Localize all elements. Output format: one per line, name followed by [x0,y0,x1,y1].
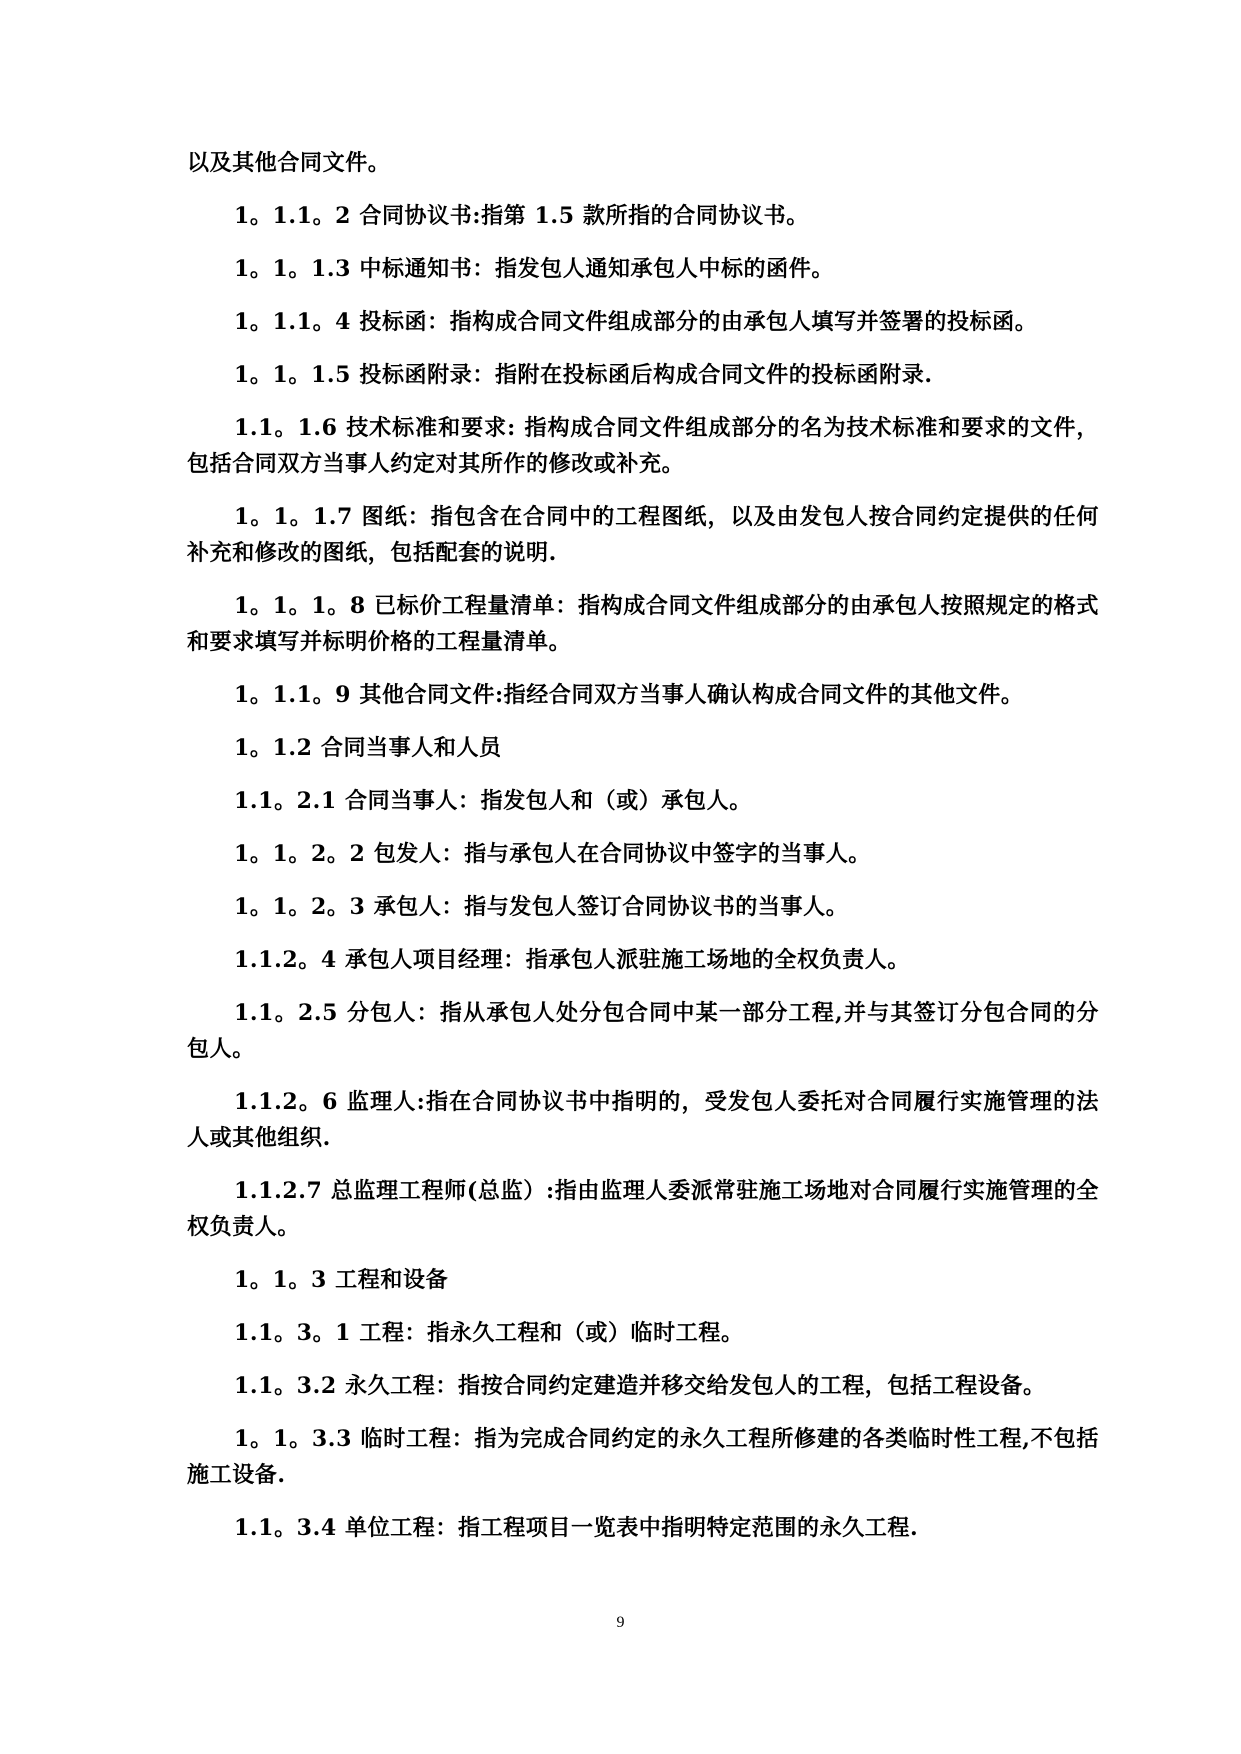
paragraph: 1。1。2。2 包发人：指与承包人在合同协议中签字的当事人。 [234,841,871,867]
paragraph: 1。1。2。3 承包人：指与发包人签订合同协议书的当事人。 [234,894,849,920]
paragraph: 1。1。1。8 已标价工程量清单：指构成合同文件组成部分的由承包人按照规定的格式和要求填写并标明价格的工程量清单。 [187,593,1099,655]
paragraph: 1.1。1.6 技术标准和要求: 指构成合同文件组成部分的名为技术标准和要求的文件，包括合同双方当事人约定对其所作的修改或补充。 [187,415,1099,477]
paragraph: 1。1。3.3 临时工程：指为完成合同约定的永久工程所修建的各类临时性工程,不包括施工设备. [187,1426,1099,1488]
paragraph: 1.1.2。4 承包人项目经理：指承包人派驻施工场地的全权负责人。 [234,947,911,973]
paragraph: 1。1。1.3 中标通知书：指发包人通知承包人中标的函件。 [234,256,834,282]
paragraph: 1。1.1。4 投标函：指构成合同文件组成部分的由承包人填写并签署的投标函。 [234,309,1038,335]
paragraph: 1.1。3.4 单位工程：指工程项目一览表中指明特定范围的永久工程. [234,1515,919,1541]
paragraph: 1.1。2.1 合同当事人：指发包人和（或）承包人。 [234,788,752,814]
paragraph: 1.1。3.2 永久工程：指按合同约定建造并移交给发包人的工程，包括工程设备。 [234,1373,1046,1399]
body-text [187,145,1099,1563]
paragraph: 1.1.2.7 总监理工程师(总监）:指由监理人委派常驻施工场地对合同履行实施管理的全权负责人。 [187,1178,1099,1240]
paragraph: 1。1.1。2 合同协议书:指第 1.5 款所指的合同协议书。 [234,203,809,229]
paragraph: 1.1.2。6 监理人:指在合同协议书中指明的，受发包人委托对合同履行实施管理的法人或其他组织. [187,1089,1099,1151]
page-number: 9 [616,1614,625,1631]
paragraph: 1。1。1.5 投标函附录：指附在投标函后构成合同文件的投标函附录. [234,362,933,388]
paragraph: 1。1.2 合同当事人和人员 [234,735,502,761]
paragraph: 1.1。2.5 分包人：指从承包人处分包合同中某一部分工程,并与其签订分包合同的分包人。 [187,1000,1099,1062]
paragraph: 以及其他合同文件。 [187,150,391,176]
paragraph: 1.1。3。1 工程：指永久工程和（或）临时工程。 [234,1320,744,1346]
paragraph: 1。1.1。9 其他合同文件:指经合同双方当事人确认构成合同文件的其他文件。 [234,682,1024,708]
paragraph: 1。1。1.7 图纸：指包含在合同中的工程图纸，以及由发包人按合同约定提供的任何补充和修改的图纸，包括配套的说明. [187,504,1099,566]
paragraph: 1。1。3 工程和设备 [234,1267,449,1293]
